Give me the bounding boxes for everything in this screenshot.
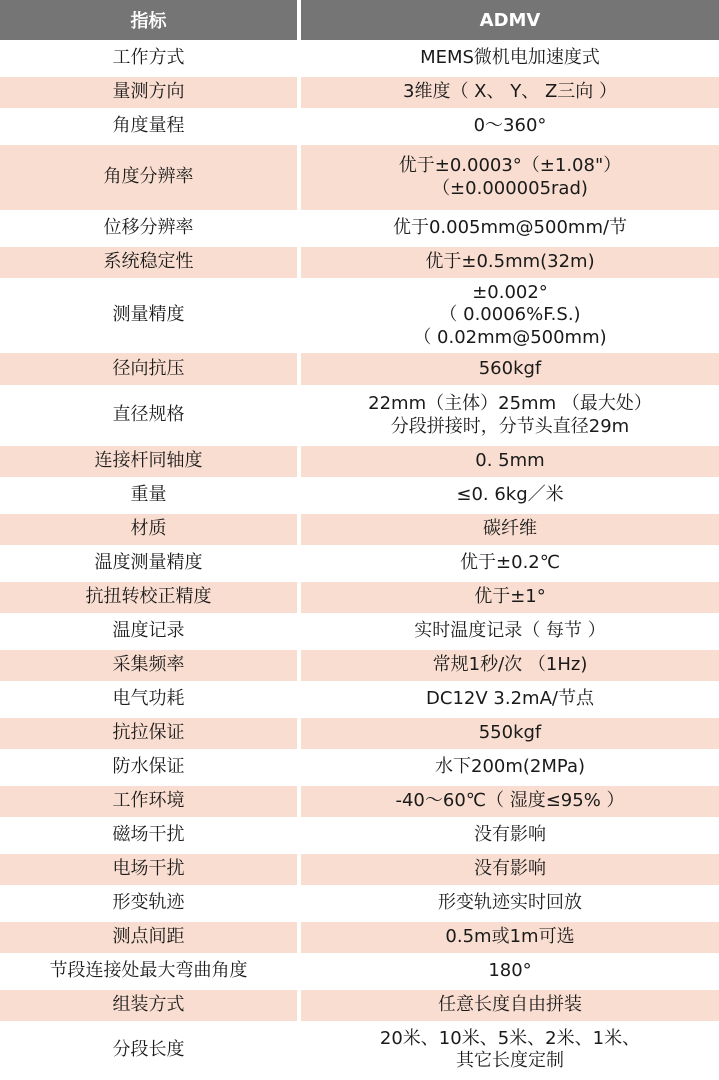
table-body xyxy=(0,43,719,1079)
spec-value-line: 0～360° xyxy=(473,115,547,137)
table-row xyxy=(0,854,719,888)
spec-value xyxy=(301,213,719,247)
table-row xyxy=(0,43,719,77)
spec-value xyxy=(301,718,719,752)
table-row xyxy=(0,616,719,650)
table-row xyxy=(0,77,719,111)
spec-label: 角度分辨率 xyxy=(0,145,301,213)
table-row xyxy=(0,752,719,786)
spec-value xyxy=(301,684,719,718)
spec-value xyxy=(301,353,719,388)
spec-value xyxy=(301,616,719,650)
spec-label: 抗扭转校正精度 xyxy=(0,582,301,616)
table-row xyxy=(0,718,719,752)
spec-value-line: -40～60℃（ 湿度≤95% ） xyxy=(395,790,625,812)
spec-value xyxy=(301,854,719,888)
spec-label: 测点间距 xyxy=(0,922,301,956)
spec-value-line: 其它长度定制 xyxy=(456,1050,564,1071)
spec-value-line: 20米、10米、5米、2米、1米、 xyxy=(379,1027,641,1049)
spec-label: 防水保证 xyxy=(0,752,301,786)
spec-label: 温度测量精度 xyxy=(0,548,301,582)
spec-label: 分段长度 xyxy=(0,1024,301,1079)
spec-label: 重量 xyxy=(0,480,301,514)
spec-value xyxy=(301,480,719,514)
spec-value-line: （±0.000005rad) xyxy=(432,177,588,199)
spec-label: 抗拉保证 xyxy=(0,718,301,752)
spec-value-line: 常规1秒/次 （1Hz) xyxy=(432,654,588,676)
table-row xyxy=(0,956,719,990)
spec-value-line: 优于0.005mm@500mm/节 xyxy=(392,217,628,239)
spec-label: 测量精度 xyxy=(0,281,301,353)
spec-value xyxy=(301,786,719,820)
table-row xyxy=(0,281,719,353)
spec-value xyxy=(301,145,719,213)
table-row xyxy=(0,582,719,616)
spec-label: 径向抗压 xyxy=(0,353,301,388)
table-row xyxy=(0,111,719,145)
spec-value-line: 22mm（主体）25mm （最大处） xyxy=(368,393,652,414)
spec-label: 电气功耗 xyxy=(0,684,301,718)
spec-value xyxy=(301,548,719,582)
spec-label: 形变轨迹 xyxy=(0,888,301,922)
spec-value xyxy=(301,956,719,990)
spec-value-line: 形变轨迹实时回放 xyxy=(438,892,582,914)
spec-value-line: 0.5m或1m可选 xyxy=(445,926,575,948)
spec-value xyxy=(301,820,719,854)
spec-label: 工作方式 xyxy=(0,43,301,77)
spec-value xyxy=(301,281,719,353)
table-row xyxy=(0,247,719,281)
spec-value xyxy=(301,388,719,446)
spec-value xyxy=(301,1024,719,1079)
table-header-row xyxy=(0,0,719,43)
table-row xyxy=(0,514,719,548)
spec-value-line: 560kgf xyxy=(478,357,542,379)
spec-value-line: 没有影响 xyxy=(474,824,546,846)
spec-value-line: （ 0.02mm@500mm) xyxy=(413,326,607,348)
spec-value xyxy=(301,650,719,684)
table-row xyxy=(0,1024,719,1079)
spec-value-line: MEMS微机电加速度式 xyxy=(420,47,600,69)
spec-value-line: 任意长度自由拼装 xyxy=(438,994,582,1016)
spec-value xyxy=(301,888,719,922)
spec-value-line: 水下200m(2MPa) xyxy=(435,756,585,778)
spec-value-line: 3维度（ X、 Y、 Z三向 ） xyxy=(403,81,617,103)
spec-value xyxy=(301,111,719,145)
spec-label: 位移分辨率 xyxy=(0,213,301,247)
table-row xyxy=(0,446,719,480)
spec-value xyxy=(301,752,719,786)
spec-label: 组装方式 xyxy=(0,990,301,1024)
spec-value xyxy=(301,922,719,956)
spec-label: 系统稳定性 xyxy=(0,247,301,281)
spec-value xyxy=(301,446,719,480)
header-model: ADMV xyxy=(301,0,719,43)
spec-label: 量测方向 xyxy=(0,77,301,111)
spec-label: 电场干扰 xyxy=(0,854,301,888)
spec-value-line: 实时温度记录（ 每节 ） xyxy=(414,620,606,642)
spec-value-line: ±0.002° xyxy=(472,281,548,303)
spec-value-line: 优于±0.5mm(32m) xyxy=(425,251,595,273)
spec-label: 磁场干扰 xyxy=(0,820,301,854)
table-row xyxy=(0,213,719,247)
table-row xyxy=(0,888,719,922)
table-row xyxy=(0,548,719,582)
spec-value xyxy=(301,990,719,1024)
spec-value-line: 180° xyxy=(488,960,532,982)
table-row xyxy=(0,145,719,213)
table-row xyxy=(0,388,719,446)
spec-value xyxy=(301,247,719,281)
table-row xyxy=(0,480,719,514)
table-row xyxy=(0,650,719,684)
header-indicator: 指标 xyxy=(0,0,301,43)
spec-value-line: 没有影响 xyxy=(474,858,546,880)
spec-value-line: DC12V 3.2mA/节点 xyxy=(426,688,594,710)
table-row xyxy=(0,820,719,854)
spec-label: 节段连接处最大弯曲角度 xyxy=(0,956,301,990)
spec-value-line: （ 0.0006%F.S.) xyxy=(439,304,581,326)
table-row xyxy=(0,990,719,1024)
spec-value-line: 分段拼接时，分节头直径29m xyxy=(390,415,630,437)
spec-label: 材质 xyxy=(0,514,301,548)
spec-value-line: 优于±0.0003°（±1.08"） xyxy=(398,155,622,176)
spec-value-line: 碳纤维 xyxy=(483,518,537,540)
spec-value xyxy=(301,77,719,111)
spec-label: 温度记录 xyxy=(0,616,301,650)
spec-value-line: 优于±0.2℃ xyxy=(460,552,560,574)
spec-value-line: ≤0. 6kg／米 xyxy=(456,484,564,506)
spec-label: 工作环境 xyxy=(0,786,301,820)
spec-value xyxy=(301,514,719,548)
spec-label: 采集频率 xyxy=(0,650,301,684)
spec-label: 角度量程 xyxy=(0,111,301,145)
spec-value-line: 0. 5mm xyxy=(475,450,545,472)
table-row xyxy=(0,353,719,388)
spec-value-line: 优于±1° xyxy=(474,586,546,608)
table-row xyxy=(0,786,719,820)
spec-label: 连接杆同轴度 xyxy=(0,446,301,480)
table-row xyxy=(0,922,719,956)
spec-value xyxy=(301,582,719,616)
spec-value-line: 550kgf xyxy=(478,722,542,744)
table-row xyxy=(0,684,719,718)
spec-value xyxy=(301,43,719,77)
spec-label: 直径规格 xyxy=(0,388,301,446)
